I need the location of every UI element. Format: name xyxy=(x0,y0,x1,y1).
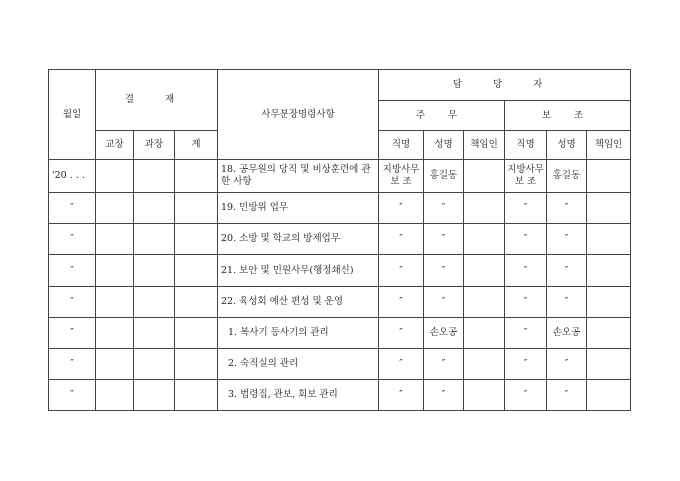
row-main-name: ″ xyxy=(424,224,464,255)
row-main-name: ″ xyxy=(424,193,464,224)
row-main-title: ″ xyxy=(379,287,424,318)
row-main-seal xyxy=(464,318,505,349)
row-assist-seal xyxy=(587,318,631,349)
row-main-title: ″ xyxy=(379,349,424,380)
row-assist-title: ″ xyxy=(505,255,547,287)
approval-cell xyxy=(134,193,175,224)
row-main-title: ″ xyxy=(379,193,424,224)
approval-cell xyxy=(96,224,134,255)
approval-cell xyxy=(175,287,218,318)
row-main-name: ″ xyxy=(424,287,464,318)
row-assist-title: ″ xyxy=(505,380,547,411)
table-row xyxy=(49,318,631,349)
assist-seal-header: 책임인 xyxy=(587,131,631,160)
row-assist-seal xyxy=(587,255,631,287)
row-main-title: ″ xyxy=(379,318,424,349)
date-header: 월일 xyxy=(49,70,96,160)
row-main-seal xyxy=(464,160,505,193)
row-assist-name: ″ xyxy=(547,349,587,380)
row-main-seal xyxy=(464,255,505,287)
table-row xyxy=(49,255,631,287)
row-assist-title: 지방사무 보 조 xyxy=(505,160,547,193)
approval-cell xyxy=(175,349,218,380)
approval-cell xyxy=(175,160,218,193)
table-row xyxy=(49,380,631,411)
row-assist-seal xyxy=(587,160,631,193)
row-assist-title: ″ xyxy=(505,287,547,318)
row-task: 19. 민방위 업무 xyxy=(218,193,379,224)
row-main-seal xyxy=(464,193,505,224)
row-task: 2. 숙직실의 관리 xyxy=(218,349,379,380)
row-assist-name: ″ xyxy=(547,255,587,287)
row-assist-title: ″ xyxy=(505,193,547,224)
row-assist-seal xyxy=(587,287,631,318)
row-date: ″ xyxy=(49,287,96,318)
approval-cell xyxy=(96,193,134,224)
row-assist-title: ″ xyxy=(505,349,547,380)
row-main-title: ″ xyxy=(379,255,424,287)
duty-order-header: 사무분장명령사항 xyxy=(218,70,379,160)
main-seal-header: 책임인 xyxy=(464,131,505,160)
assist-header: 보 조 xyxy=(505,101,631,131)
row-main-seal xyxy=(464,349,505,380)
approval-cell xyxy=(96,287,134,318)
row-task: 20. 소방 및 학교의 방제업무 xyxy=(218,224,379,255)
approval-cell xyxy=(175,380,218,411)
approval-cell xyxy=(175,318,218,349)
approver-section-chief: 과장 xyxy=(134,131,175,160)
row-task: 1. 복사기 등사기의 관리 xyxy=(218,318,379,349)
row-assist-title: ″ xyxy=(505,224,547,255)
row-assist-name: 손오공 xyxy=(547,318,587,349)
approval-cell xyxy=(175,224,218,255)
row-main-name: ″ xyxy=(424,255,464,287)
row-date: ″ xyxy=(49,193,96,224)
approval-cell xyxy=(96,349,134,380)
charge-header: 담 당 자 xyxy=(379,70,631,101)
row-task: 18. 공무원의 당직 및 비상훈련에 관한 사항 xyxy=(218,160,379,193)
row-assist-title: ″ xyxy=(505,318,547,349)
approval-cell xyxy=(134,255,175,287)
main-name-header: 성명 xyxy=(424,131,464,160)
approval-header: 결 재 xyxy=(96,70,218,131)
table-row xyxy=(49,193,631,224)
approval-cell xyxy=(134,318,175,349)
row-date: ″ xyxy=(49,255,96,287)
row-assist-seal xyxy=(587,349,631,380)
approval-cell xyxy=(96,380,134,411)
assist-title-header: 직명 xyxy=(505,131,547,160)
approval-cell xyxy=(175,193,218,224)
approver-principal: 교장 xyxy=(96,131,134,160)
row-assist-seal xyxy=(587,224,631,255)
row-assist-name: 홍길동 xyxy=(547,160,587,193)
row-main-title: ″ xyxy=(379,224,424,255)
row-assist-seal xyxy=(587,193,631,224)
approval-cell xyxy=(134,287,175,318)
row-main-seal xyxy=(464,287,505,318)
duty-assignment-table xyxy=(48,69,631,411)
table-row xyxy=(49,287,631,318)
approval-cell xyxy=(96,318,134,349)
approval-cell xyxy=(175,255,218,287)
row-assist-name: ″ xyxy=(547,380,587,411)
row-main-name: 손오공 xyxy=(424,318,464,349)
row-main-name: ″ xyxy=(424,349,464,380)
approval-cell xyxy=(134,160,175,193)
row-task: 3. 법령집, 관보, 회보 관리 xyxy=(218,380,379,411)
row-date: '20 . . . xyxy=(49,160,96,193)
approval-cell xyxy=(134,380,175,411)
row-main-name: 홍길동 xyxy=(424,160,464,193)
row-date: ″ xyxy=(49,318,96,349)
row-main-title: ″ xyxy=(379,380,424,411)
approval-cell xyxy=(134,224,175,255)
table-row xyxy=(49,349,631,380)
row-assist-name: ″ xyxy=(547,287,587,318)
table-row xyxy=(49,224,631,255)
row-task: 21. 보안 및 민원사무(행정쇄신) xyxy=(218,255,379,287)
row-assist-seal xyxy=(587,380,631,411)
approval-cell xyxy=(134,349,175,380)
row-assist-name: ″ xyxy=(547,224,587,255)
approval-cell xyxy=(96,255,134,287)
row-main-title: 지방사무 보 조 xyxy=(379,160,424,193)
table-row xyxy=(49,160,631,193)
main-header: 주 무 xyxy=(379,101,505,131)
approver-staff: 계 xyxy=(175,131,218,160)
row-assist-name: ″ xyxy=(547,193,587,224)
row-task: 22. 육성회 예산 편성 및 운영 xyxy=(218,287,379,318)
approval-cell xyxy=(96,160,134,193)
main-title-header: 직명 xyxy=(379,131,424,160)
assist-name-header: 성명 xyxy=(547,131,587,160)
row-main-seal xyxy=(464,224,505,255)
row-main-seal xyxy=(464,380,505,411)
row-date: ″ xyxy=(49,349,96,380)
row-date: ″ xyxy=(49,224,96,255)
row-main-name: ″ xyxy=(424,380,464,411)
row-date: ″ xyxy=(49,380,96,411)
